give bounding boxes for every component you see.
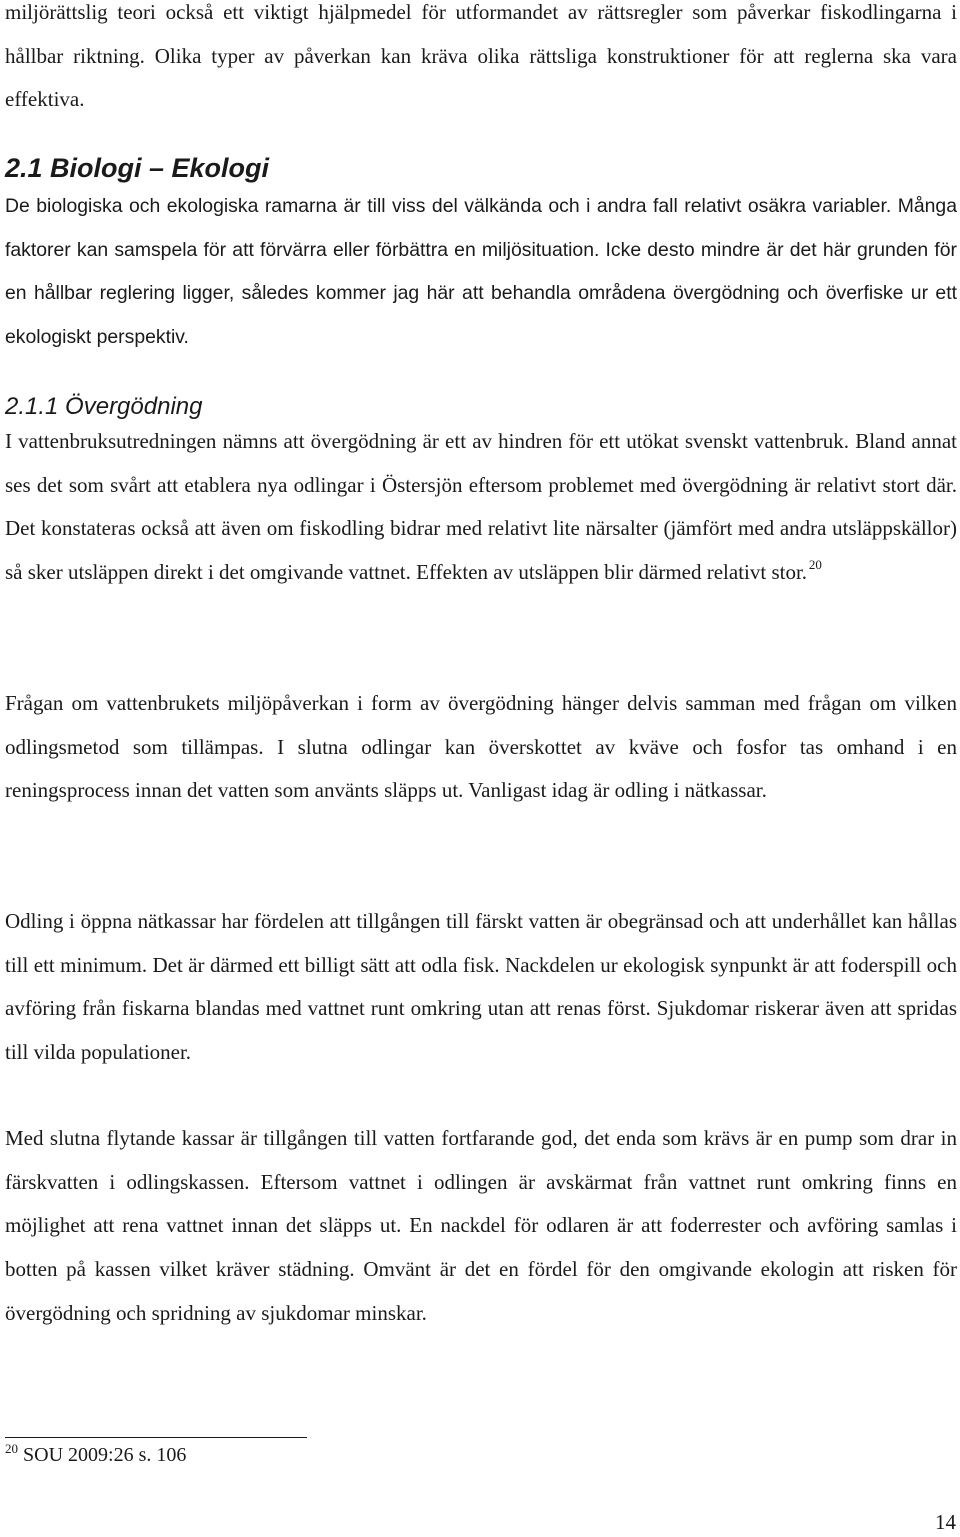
- overgodning-paragraph-3: Odling i öppna nätkassar har fördelen att tillgången till färskt vatten är obegränsad och att underhållet kan hållas till ett minimum. Det är därmed ett billigt sätt att odla fisk. Nackdelen ur ekologisk synpunkt är att foderspill och avföring från fiskarna blandas med vattnet runt omkring utan att renas först. Sjukdomar riskerar även att spridas till vilda populationer.: [5, 909, 957, 1065]
- page-number: 14: [935, 1510, 956, 1534]
- overgodning-paragraph-1: [5, 420, 957, 595]
- overgodning-paragraph-2: Frågan om vattenbrukets miljöpåverkan i form av övergödning hänger delvis samman med frågan om vilken odlingsmetod som tillämpas. I slutna odlingar kan överskottet av kväve och fosfor tas omhand i en reningsprocess innan det vatten som använts släpps ut. Vanligast idag är odling i nätkassar.: [5, 691, 957, 803]
- paragraph-1-text: I vattenbruksutredningen nämns att övergödning är ett av hindren för ett utökat svenskt vattenbruk. Bland annat ses det som svårt att etablera nya odlingar i Östersjön eftersom problemet med övergödning är relativt stort där. Det konstateras också att även om fiskodling bidrar med relativt lite närsalter (jämfört med andra utsläppskällor) så sker utsläppen direkt i det omgivande vattnet. Effekten av utsläppen blir därmed relativt stor.: [5, 429, 957, 585]
- section-2-1-paragraph: De biologiska och ekologiska ramarna är till viss del välkända och i andra fall relativt osäkra variabler. Många faktorer kan samspela för att förvärra eller förbättra en miljösituation. Icke desto mindre är det här grunden för en hållbar reglering ligger, således kommer jag här att behandla områdena övergödning och överfiske ur ett ekologiskt perspektiv.: [5, 195, 957, 349]
- footnote-20: [5, 1440, 186, 1470]
- footnote-text: SOU 2009:26 s. 106: [23, 1444, 187, 1466]
- section-heading-2-1: 2.1 Biologi – Ekologi: [5, 153, 270, 183]
- intro-paragraph: miljörättslig teori också ett viktigt hjälpmedel för utformandet av rättsregler som påverkar fiskodlingarna i hållbar riktning. Olika typer av påverkan kan kräva olika rättsliga konstruktioner för att reglerna ska vara effektiva.: [5, 0, 957, 112]
- footnote-divider: [5, 1437, 307, 1438]
- subsection-heading-2-1-1: 2.1.1 Övergödning: [5, 393, 203, 420]
- overgodning-paragraph-4: Med slutna flytande kassar är tillgången till vatten fortfarande god, det enda som krävs är en pump som drar in färskvatten i odlingskassen. Eftersom vattnet i odlingen är avskärmat från vattnet runt omkring finns en möjlighet att rena vattnet innan det släpps ut. En nackdel för odlaren är att foderrester och avföring samlas i botten på kassen vilket kräver städning. Omvänt är det en fördel för den omgivande ekologin att risken för övergödning och spridning av sjukdomar minskar.: [5, 1126, 957, 1325]
- footnote-ref-20[interactable]: 20: [808, 557, 822, 573]
- footnote-number: 20: [5, 1441, 18, 1456]
